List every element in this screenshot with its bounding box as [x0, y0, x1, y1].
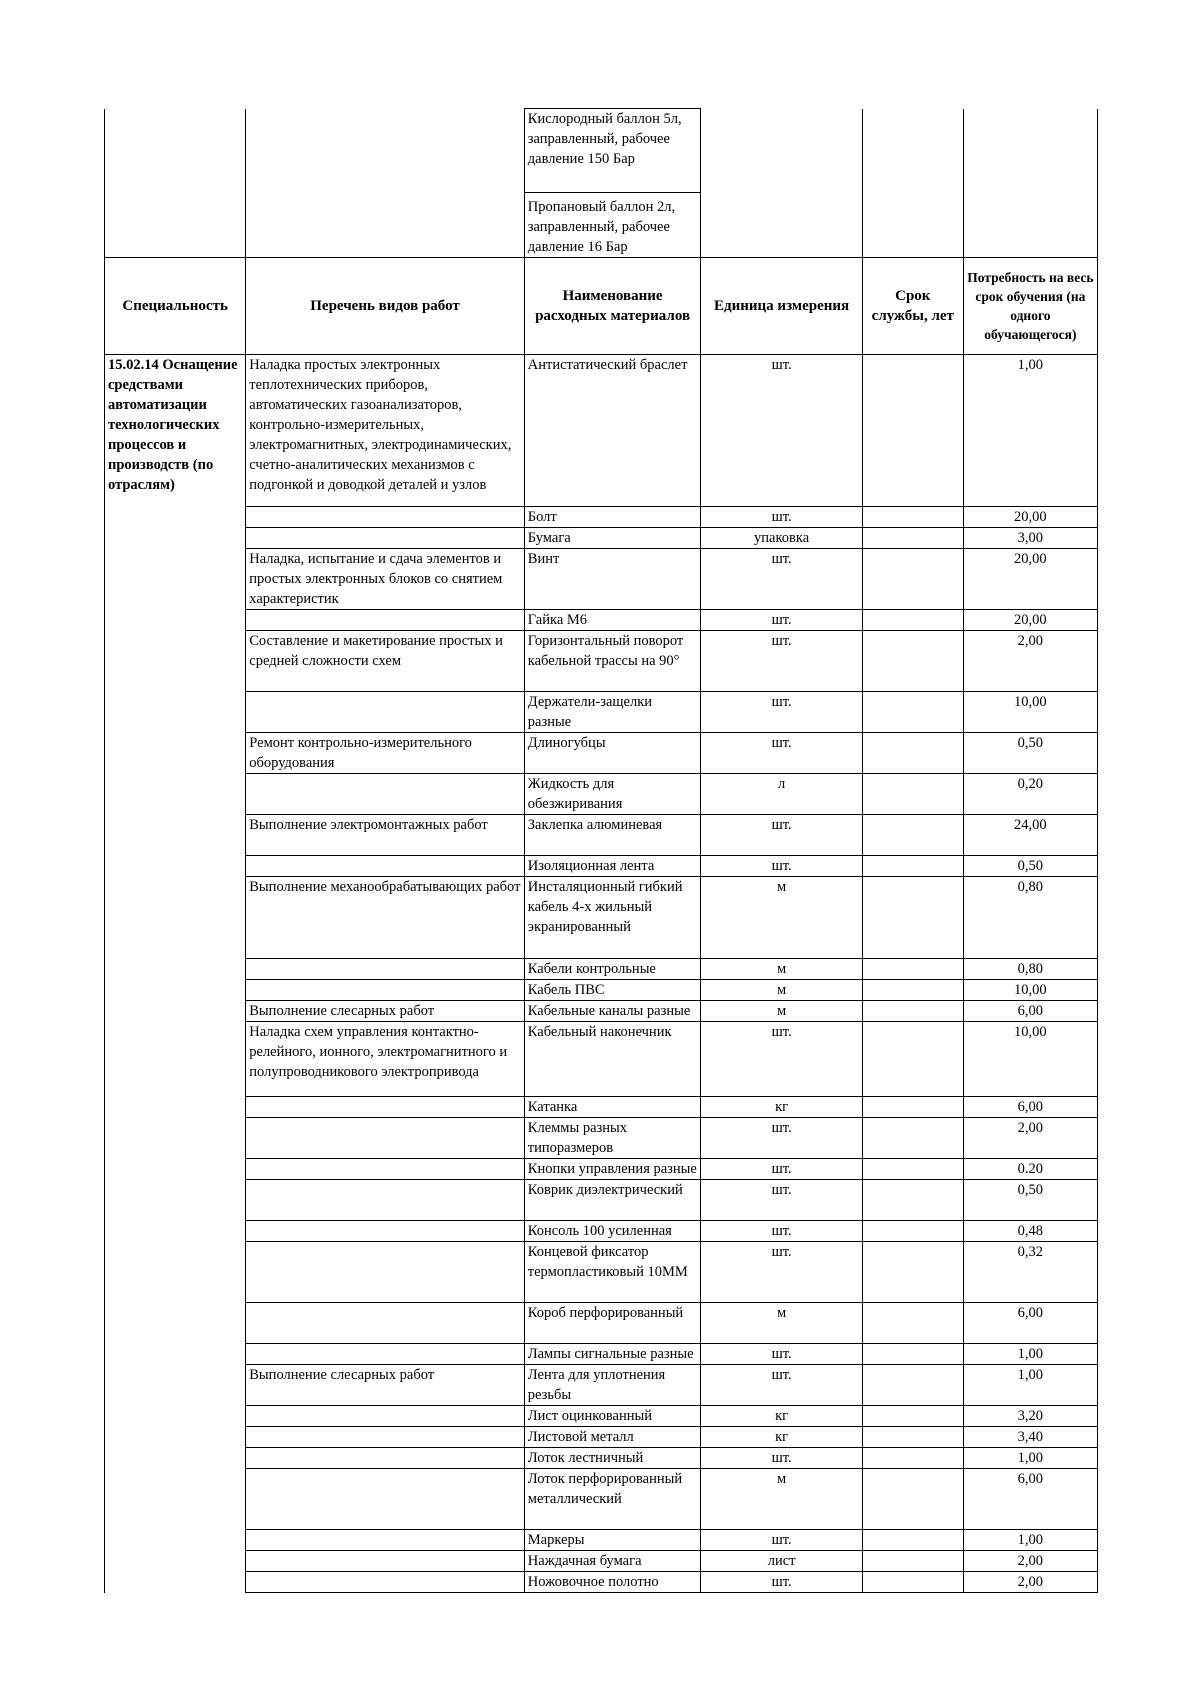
- life-cell: [862, 528, 963, 549]
- table-row: [105, 1469, 1098, 1530]
- unit-cell: шт.: [701, 1118, 862, 1159]
- unit-cell: м: [701, 877, 862, 959]
- table-row: [105, 355, 1098, 507]
- specialty-cell: [105, 1022, 246, 1097]
- material-cell: Кнопки управления разные: [524, 1159, 701, 1180]
- table-row: [105, 959, 1098, 980]
- work-cell: Выполнение электромонтажных работ: [246, 815, 525, 856]
- life-cell: [862, 1097, 963, 1118]
- material-cell: Кабельные каналы разные: [524, 1001, 701, 1022]
- specialty-cell: [105, 1159, 246, 1180]
- continuation-row: [105, 193, 1098, 258]
- need-cell: 1,00: [963, 1530, 1097, 1551]
- life-cell: [862, 1221, 963, 1242]
- need-cell: 0.20: [963, 1159, 1097, 1180]
- work-cell: Ремонт контрольно-измерительного оборудования: [246, 733, 525, 774]
- material-cell: Пропановый баллон 2л, заправленный, рабочее давление 16 Бар: [524, 193, 701, 258]
- material-cell: Консоль 100 усиленная: [524, 1221, 701, 1242]
- table-row: [105, 692, 1098, 733]
- need-cell: 1,00: [963, 1365, 1097, 1406]
- unit-cell: кг: [701, 1406, 862, 1427]
- material-cell: Лампы сигнальные разные: [524, 1344, 701, 1365]
- material-cell: Горизонтальный поворот кабельной трассы на 90°: [524, 631, 701, 692]
- work-cell: [246, 1303, 525, 1344]
- work-cell: [246, 1448, 525, 1469]
- life-cell: [862, 1180, 963, 1221]
- material-cell: Маркеры: [524, 1530, 701, 1551]
- unit-cell: шт.: [701, 1365, 862, 1406]
- table-row: [105, 856, 1098, 877]
- unit-cell: шт.: [701, 1242, 862, 1303]
- material-cell: Изоляционная лента: [524, 856, 701, 877]
- work-cell: Наладка простых электронных теплотехнических приборов, автоматических газоанализаторов, контрольно-измерительных, электромагнитных, электродинамических, счетно-аналитических механизмов с подгонкой и доводкой деталей и узлов: [246, 355, 525, 507]
- material-cell: Кабели контрольные: [524, 959, 701, 980]
- continuation-row: [105, 109, 1098, 193]
- material-cell: Лента для уплотнения резьбы: [524, 1365, 701, 1406]
- work-cell: Наладка, испытание и сдача элементов и простых электронных блоков со снятием характеристик: [246, 549, 525, 610]
- work-cell: [246, 1530, 525, 1551]
- material-cell: Катанка: [524, 1097, 701, 1118]
- specialty-cell: [105, 1406, 246, 1427]
- life-cell: [862, 549, 963, 610]
- table-row: [105, 549, 1098, 610]
- material-cell: Лоток перфорированный металлический: [524, 1469, 701, 1530]
- work-cell: [246, 959, 525, 980]
- material-cell: Длиногубцы: [524, 733, 701, 774]
- specialty-cell: [105, 1530, 246, 1551]
- specialty-cell: [105, 733, 246, 774]
- work-cell: [246, 1469, 525, 1530]
- table-row: [105, 1448, 1098, 1469]
- specialty-cell: [105, 856, 246, 877]
- unit-cell: лист: [701, 1551, 862, 1572]
- specialty-cell: [105, 1344, 246, 1365]
- need-cell: 0,32: [963, 1242, 1097, 1303]
- life-cell: [862, 1572, 963, 1593]
- need-cell: 1,00: [963, 1344, 1097, 1365]
- table-row: [105, 1344, 1098, 1365]
- need-cell: 0,50: [963, 733, 1097, 774]
- table-row: [105, 610, 1098, 631]
- table-row: [105, 980, 1098, 1001]
- material-cell: Короб перфорированный: [524, 1303, 701, 1344]
- table-row: [105, 1303, 1098, 1344]
- table-row: [105, 1530, 1098, 1551]
- life-cell: [862, 856, 963, 877]
- unit-cell: кг: [701, 1097, 862, 1118]
- life-cell: [862, 507, 963, 528]
- life-cell: [862, 733, 963, 774]
- work-cell: [246, 980, 525, 1001]
- unit-cell: шт.: [701, 856, 862, 877]
- need-cell: 10,00: [963, 1022, 1097, 1097]
- material-cell: Антистатический браслет: [524, 355, 701, 507]
- table-row: [105, 631, 1098, 692]
- work-cell: [246, 1221, 525, 1242]
- table-row: [105, 507, 1098, 528]
- life-cell: [862, 774, 963, 815]
- work-cell: Выполнение механообрабатывающих работ: [246, 877, 525, 959]
- material-cell: Заклепка алюминевая: [524, 815, 701, 856]
- work-cell: [246, 774, 525, 815]
- specialty-cell: [105, 774, 246, 815]
- header-need: Потребность на весь срок обучения (на одного обучающегося): [963, 258, 1097, 355]
- unit-cell: шт.: [701, 1180, 862, 1221]
- specialty-cell: [105, 877, 246, 959]
- unit-cell: шт.: [701, 1448, 862, 1469]
- need-cell: 20,00: [963, 610, 1097, 631]
- unit-cell: шт.: [701, 507, 862, 528]
- specialty-cell: [105, 959, 246, 980]
- material-cell: Кислородный баллон 5л, заправленный, рабочее давление 150 Бар: [524, 109, 701, 193]
- work-cell: Выполнение слесарных работ: [246, 1365, 525, 1406]
- table-row: [105, 815, 1098, 856]
- work-cell: [246, 1427, 525, 1448]
- material-cell: Винт: [524, 549, 701, 610]
- need-cell: 6,00: [963, 1097, 1097, 1118]
- need-cell: 2,00: [963, 1551, 1097, 1572]
- material-cell: Наждачная бумага: [524, 1551, 701, 1572]
- need-cell: 1,00: [963, 1448, 1097, 1469]
- work-cell: [246, 856, 525, 877]
- life-cell: [862, 959, 963, 980]
- life-cell: [862, 877, 963, 959]
- unit-cell: шт.: [701, 631, 862, 692]
- table-row: [105, 774, 1098, 815]
- table-row: [105, 1242, 1098, 1303]
- material-cell: Кабельный наконечник: [524, 1022, 701, 1097]
- work-cell: [246, 610, 525, 631]
- material-cell: Лист оцинкованный: [524, 1406, 701, 1427]
- unit-cell: шт.: [701, 815, 862, 856]
- table-row: [105, 877, 1098, 959]
- header-unit: Единица измерения: [701, 258, 862, 355]
- specialty-cell: [105, 1097, 246, 1118]
- need-cell: 3,20: [963, 1406, 1097, 1427]
- specialty-cell: [105, 1427, 246, 1448]
- need-cell: 0,80: [963, 959, 1097, 980]
- work-cell: [246, 692, 525, 733]
- unit-cell: шт.: [701, 549, 862, 610]
- unit-cell: шт.: [701, 733, 862, 774]
- table-row: [105, 1022, 1098, 1097]
- need-cell: 20,00: [963, 507, 1097, 528]
- material-cell: Концевой фиксатор термопластиковый 10ММ: [524, 1242, 701, 1303]
- unit-cell: шт.: [701, 1344, 862, 1365]
- need-cell: 2,00: [963, 1118, 1097, 1159]
- unit-cell: л: [701, 774, 862, 815]
- unit-cell: упаковка: [701, 528, 862, 549]
- header-material: Наименование расходных материалов: [524, 258, 701, 355]
- table-row: [105, 733, 1098, 774]
- table-row: [105, 1427, 1098, 1448]
- work-cell: [246, 528, 525, 549]
- unit-cell: м: [701, 1469, 862, 1530]
- work-cell: [246, 507, 525, 528]
- life-cell: [862, 815, 963, 856]
- specialty-cell: [105, 1303, 246, 1344]
- work-cell: [246, 1242, 525, 1303]
- specialty-cell: [105, 1118, 246, 1159]
- material-cell: Листовой металл: [524, 1427, 701, 1448]
- specialty-cell: [105, 610, 246, 631]
- life-cell: [862, 631, 963, 692]
- life-cell: [862, 1448, 963, 1469]
- table-row: [105, 1118, 1098, 1159]
- header-row: [105, 258, 1098, 355]
- unit-cell: шт.: [701, 1221, 862, 1242]
- life-cell: [862, 1118, 963, 1159]
- table-row: [105, 1159, 1098, 1180]
- life-cell: [862, 1530, 963, 1551]
- need-cell: 6,00: [963, 1001, 1097, 1022]
- need-cell: 0,80: [963, 877, 1097, 959]
- life-cell: [862, 1427, 963, 1448]
- life-cell: [862, 980, 963, 1001]
- work-cell: [246, 1344, 525, 1365]
- work-cell: [246, 1180, 525, 1221]
- specialty-cell: [105, 1469, 246, 1530]
- specialty-cell: 15.02.14 Оснащение средствами автоматизации технологических процессов и производств (по отраслям): [105, 355, 246, 507]
- material-cell: Жидкость для обезжиривания: [524, 774, 701, 815]
- unit-cell: шт.: [701, 1572, 862, 1593]
- specialty-cell: [105, 1448, 246, 1469]
- work-cell: Наладка схем управления контактно-релейного, ионного, электромагнитного и полупроводникового электропривода: [246, 1022, 525, 1097]
- table-row: [105, 1572, 1098, 1593]
- specialty-cell: [105, 1572, 246, 1593]
- header-specialty: Специальность: [105, 258, 246, 355]
- specialty-cell: [105, 528, 246, 549]
- table-row: [105, 1365, 1098, 1406]
- life-cell: [862, 1406, 963, 1427]
- life-cell: [862, 1344, 963, 1365]
- need-cell: 0,48: [963, 1221, 1097, 1242]
- specialty-cell: [105, 631, 246, 692]
- material-cell: Коврик диэлектрический: [524, 1180, 701, 1221]
- need-cell: 3,40: [963, 1427, 1097, 1448]
- header-works: Перечень видов работ: [246, 258, 525, 355]
- need-cell: 24,00: [963, 815, 1097, 856]
- table-row: [105, 1406, 1098, 1427]
- life-cell: [862, 1242, 963, 1303]
- material-cell: Ножовочное полотно: [524, 1572, 701, 1593]
- specialty-cell: [105, 1001, 246, 1022]
- unit-cell: шт.: [701, 355, 862, 507]
- specialty-cell: [105, 507, 246, 528]
- specialty-cell: [105, 1221, 246, 1242]
- life-cell: [862, 1469, 963, 1530]
- work-cell: [246, 1551, 525, 1572]
- life-cell: [862, 355, 963, 507]
- work-cell: [246, 1097, 525, 1118]
- life-cell: [862, 692, 963, 733]
- unit-cell: шт.: [701, 610, 862, 631]
- need-cell: 0,20: [963, 774, 1097, 815]
- need-cell: 20,00: [963, 549, 1097, 610]
- work-cell: [246, 1159, 525, 1180]
- work-cell: Выполнение слесарных работ: [246, 1001, 525, 1022]
- specialty-cell: [105, 1551, 246, 1572]
- table-row: [105, 1001, 1098, 1022]
- material-cell: Болт: [524, 507, 701, 528]
- need-cell: 0,50: [963, 856, 1097, 877]
- life-cell: [862, 1022, 963, 1097]
- work-cell: [246, 1118, 525, 1159]
- work-cell: Составление и макетирование простых и средней сложности схем: [246, 631, 525, 692]
- work-cell: [246, 1406, 525, 1427]
- material-cell: Держатели-защелки разные: [524, 692, 701, 733]
- work-cell: [246, 1572, 525, 1593]
- unit-cell: м: [701, 959, 862, 980]
- material-cell: Лоток лестничный: [524, 1448, 701, 1469]
- specialty-cell: [105, 1365, 246, 1406]
- table-row: [105, 1551, 1098, 1572]
- life-cell: [862, 1001, 963, 1022]
- unit-cell: м: [701, 1303, 862, 1344]
- table-row: [105, 1221, 1098, 1242]
- specialty-cell: [105, 1180, 246, 1221]
- life-cell: [862, 610, 963, 631]
- need-cell: 6,00: [963, 1469, 1097, 1530]
- table-row: [105, 1097, 1098, 1118]
- life-cell: [862, 1159, 963, 1180]
- table-row: [105, 528, 1098, 549]
- specialty-cell: [105, 549, 246, 610]
- unit-cell: м: [701, 980, 862, 1001]
- specialty-cell: [105, 1242, 246, 1303]
- material-cell: Инсталяционный гибкий кабель 4-х жильный экранированный: [524, 877, 701, 959]
- need-cell: 3,00: [963, 528, 1097, 549]
- materials-table: [104, 108, 1098, 1593]
- need-cell: 2,00: [963, 631, 1097, 692]
- unit-cell: кг: [701, 1427, 862, 1448]
- material-cell: Кабель ПВС: [524, 980, 701, 1001]
- need-cell: 10,00: [963, 980, 1097, 1001]
- life-cell: [862, 1551, 963, 1572]
- life-cell: [862, 1365, 963, 1406]
- material-cell: Клеммы разных типоразмеров: [524, 1118, 701, 1159]
- need-cell: 1,00: [963, 355, 1097, 507]
- specialty-cell: [105, 980, 246, 1001]
- table-row: [105, 1180, 1098, 1221]
- unit-cell: м: [701, 1001, 862, 1022]
- need-cell: 10,00: [963, 692, 1097, 733]
- specialty-cell: [105, 815, 246, 856]
- material-cell: Гайка М6: [524, 610, 701, 631]
- unit-cell: шт.: [701, 1530, 862, 1551]
- unit-cell: шт.: [701, 1159, 862, 1180]
- material-cell: Бумага: [524, 528, 701, 549]
- specialty-cell: [105, 692, 246, 733]
- need-cell: 6,00: [963, 1303, 1097, 1344]
- life-cell: [862, 1303, 963, 1344]
- need-cell: 0,50: [963, 1180, 1097, 1221]
- header-life: Срок службы, лет: [862, 258, 963, 355]
- need-cell: 2,00: [963, 1572, 1097, 1593]
- unit-cell: шт.: [701, 692, 862, 733]
- unit-cell: шт.: [701, 1022, 862, 1097]
